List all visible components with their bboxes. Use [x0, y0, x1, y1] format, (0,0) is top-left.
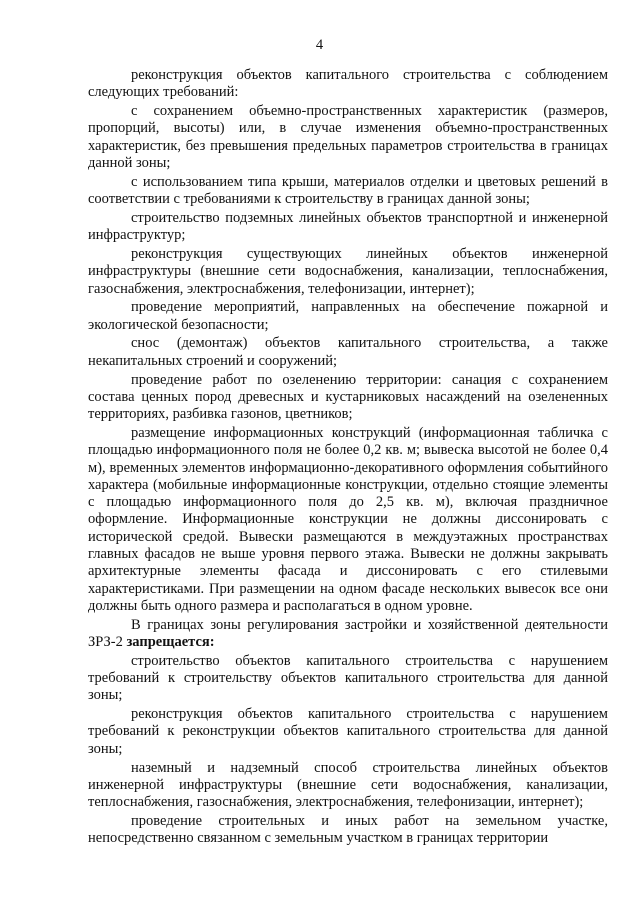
paragraph: размещение информационных конструкций (информационная табличка с площадью информационного поля не более 0,2 кв. м; вывеска высотой не более 0,4 м), временных элементов информационно-декоративного оформления событийного характера (мобильные информационные конструкции, отдельно стоящие элементы с площадью информационного поля до 2,5 кв. м), включая праздничное оформление. Информационные конструкции не должны диссонировать с исторической средой. Вывески размещаются в междуэтажных пространствах главных фасадов не выше уровня первого этажа. Вывески не должны закрывать архитектурные элементы фасада и диссонировать с его стилевыми характеристиками. При размещении на одном фасаде нескольких вывесок все они должны быть одного размера и располагаться в одном уровне. — [88, 424, 608, 614]
prohibited-item: реконструкция объектов капитального строительства с нарушением требований к реконструкции объектов капитального строительства для данной зоны; — [88, 706, 608, 757]
paragraph: с сохранением объемно-пространственных характеристик (размеров, пропорций, высоты) или, в случае изменения объемно-пространственных характеристик, без превышения предельных параметров строительства в границах данной зоны; — [88, 103, 608, 171]
paragraph: реконструкция существующих линейных объектов инженерной инфраструктуры (внешние сети водоснабжения, канализации, теплоснабжения, газоснабжения, электроснабжения, телефонизации, интернет); — [88, 245, 608, 297]
page-number: 4 — [315, 37, 324, 53]
paragraph: проведение мероприятий, направленных на обеспечение пожарной и экологической безопасности; — [88, 299, 608, 333]
document-body — [88, 67, 608, 849]
prohibited-heading: запрещается: — [126, 634, 215, 650]
prohibited-item: проведение строительных и иных работ на земельном участке, непосредственно связанном с земельным участком в границах территории — [88, 812, 608, 847]
zone-intro-text: В границах зоны регулирования застройки и хозяйственной деятельности ЗРЗ-2 — [88, 616, 608, 650]
paragraph: строительство подземных линейных объектов транспортной и инженерной инфраструктур; — [88, 209, 608, 244]
prohibited-item: наземный и надземный способ строительства линейных объектов инженерной инфраструктуры (внешние сети водоснабжения, канализации, теплоснабжения, газоснабжения, электроснабжения, телефонизации, интернет); — [88, 759, 608, 811]
zone-intro-paragraph — [88, 617, 608, 652]
paragraph: снос (демонтаж) объектов капитального строительства, а также некапитальных строений и сооружений; — [88, 335, 608, 369]
paragraph: с использованием типа крыши, материалов отделки и цветовых решений в соответствии с требованиями к строительству в границах данной зоны; — [88, 173, 608, 208]
paragraph: реконструкция объектов капитального строительства с соблюдением следующих требований: — [88, 67, 608, 101]
paragraph: проведение работ по озеленению территории: санация с сохранением состава ценных пород древесных и кустарниковых насаждений на озелененных территориях, разбивка газонов, цветников; — [88, 371, 608, 423]
prohibited-item: строительство объектов капитального строительства с нарушением требований к строительству объектов капитального строительства для данной зоны; — [88, 652, 608, 704]
